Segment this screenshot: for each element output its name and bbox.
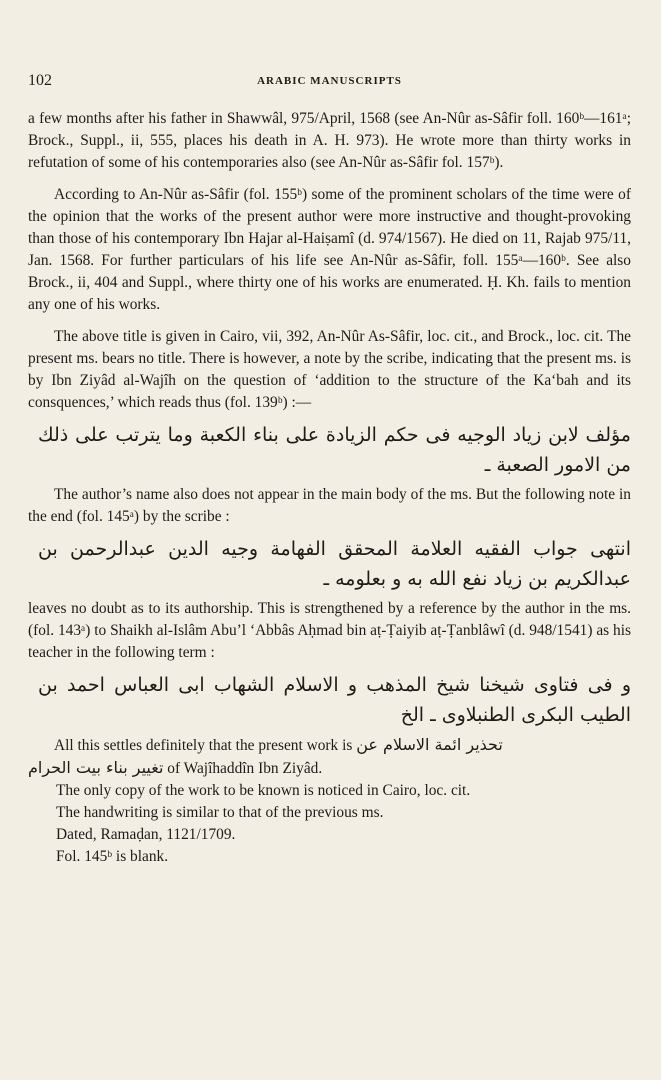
paragraph-author-reputation: According to An-Nûr as-Sâfir (fol. 155ᵇ) some of the prominent scholars of the time were of the opinion that the works of the present author were more instructive and thought-provoking than those of his contemporary Ibn Hajar al-Haiṣamî (d. 974/1567). He died on 11, Rajab 975/11, Jan. 1568. For further particulars of his life see An-Nûr as-Sâfir, foll. 155ᵃ—160ᵇ. See also Brock., ii, 404 and Suppl., where thirty one of his works are enumerated. Ḥ. Kh. fails to mention any one of his works. [28, 186, 631, 313]
running-title: ARABIC MANUSCRIPTS [257, 75, 402, 87]
date-note: Dated, Ramaḍan, 1121/1709. [56, 826, 236, 843]
paragraph-title-note: The above title is given in Cairo, vii, 392, An-Nûr As-Sâfir, loc. cit., and Brock., loc. cit. The present ms. bears no title. There is however, a note by the scribe, indicating that the present ms. is by Ibn Ziyâd al-Wajîh on the question of ‘addition to the structure of the Ka‘bah and its consquences,’ which reads thus (fol. 139ᵇ) :— [28, 328, 631, 411]
paragraph-authorship: leaves no doubt as to its authorship. This is strengthened by a reference by the author in the ms. (fol. 143ᵃ) to Shaikh al-Islâm Abu’l ‘Abbâs Aḥmad bin aṭ-Ṭaiyib aṭ-Ṭanblâwî (d. 948/1541) as his teacher in the following term : [28, 600, 631, 661]
arabic-quote-scribe-note: مؤلف لابن زياد الوجيه فى حكم الزيادة على بناء الكعبة وما يترتب على ذلك من الامور الصعبة ـ [38, 424, 631, 476]
arabic-title-part1: تحذير ائمة الاسلام عن [356, 735, 503, 754]
paragraph-continuation: a few months after his father in Shawwâl, 975/April, 1568 (see An-Nûr as-Sâfir foll. 160ᵇ—161ᵃ; Brock., Suppl., ii, 555, places his death in A. H. 973). He wrote more than thirty works in refutation of some of his contemporaries also (see An-Nûr as-Sâfir fol. 157ᵇ). [28, 110, 631, 171]
paragraph-author-name: The author’s name also does not appear in the main body of the ms. But the following note in the end (fol. 145ᵃ) by the scribe : [28, 486, 631, 525]
copy-note: The only copy of the work to be known is noticed in Cairo, loc. cit. [56, 782, 471, 799]
body-text [28, 108, 631, 868]
page-number: 102 [28, 72, 52, 89]
paragraph-conclusion-continued [28, 757, 631, 780]
handwriting-note: The handwriting is similar to that of the previous ms. [56, 804, 384, 821]
blank-folio-note: Fol. 145ᵇ is blank. [56, 848, 169, 865]
arabic-title-part2: تغيير بناء بيت الحرام [28, 758, 164, 777]
page-header [28, 72, 631, 94]
arabic-quote-teacher: و فى فتاوى شيخنا شيخ المذهب و الاسلام الشهاب ابى العباس احمد بن الطيب البكرى الطنبلاوى ـ الخ [38, 674, 631, 726]
paragraph-conclusion [28, 734, 631, 757]
arabic-quote-colophon: انتهى جواب الفقيه العلامة المحقق الفهامة وجيه الدين عبدالرحمن بن عبدالكريم بن زياد نفع الله به و بعلومه ـ [38, 538, 631, 590]
conclusion-text: All this settles definitely that the present work is [54, 737, 353, 754]
conclusion-author: of Wajîhaddîn Ibn Ziyâd. [167, 760, 323, 777]
